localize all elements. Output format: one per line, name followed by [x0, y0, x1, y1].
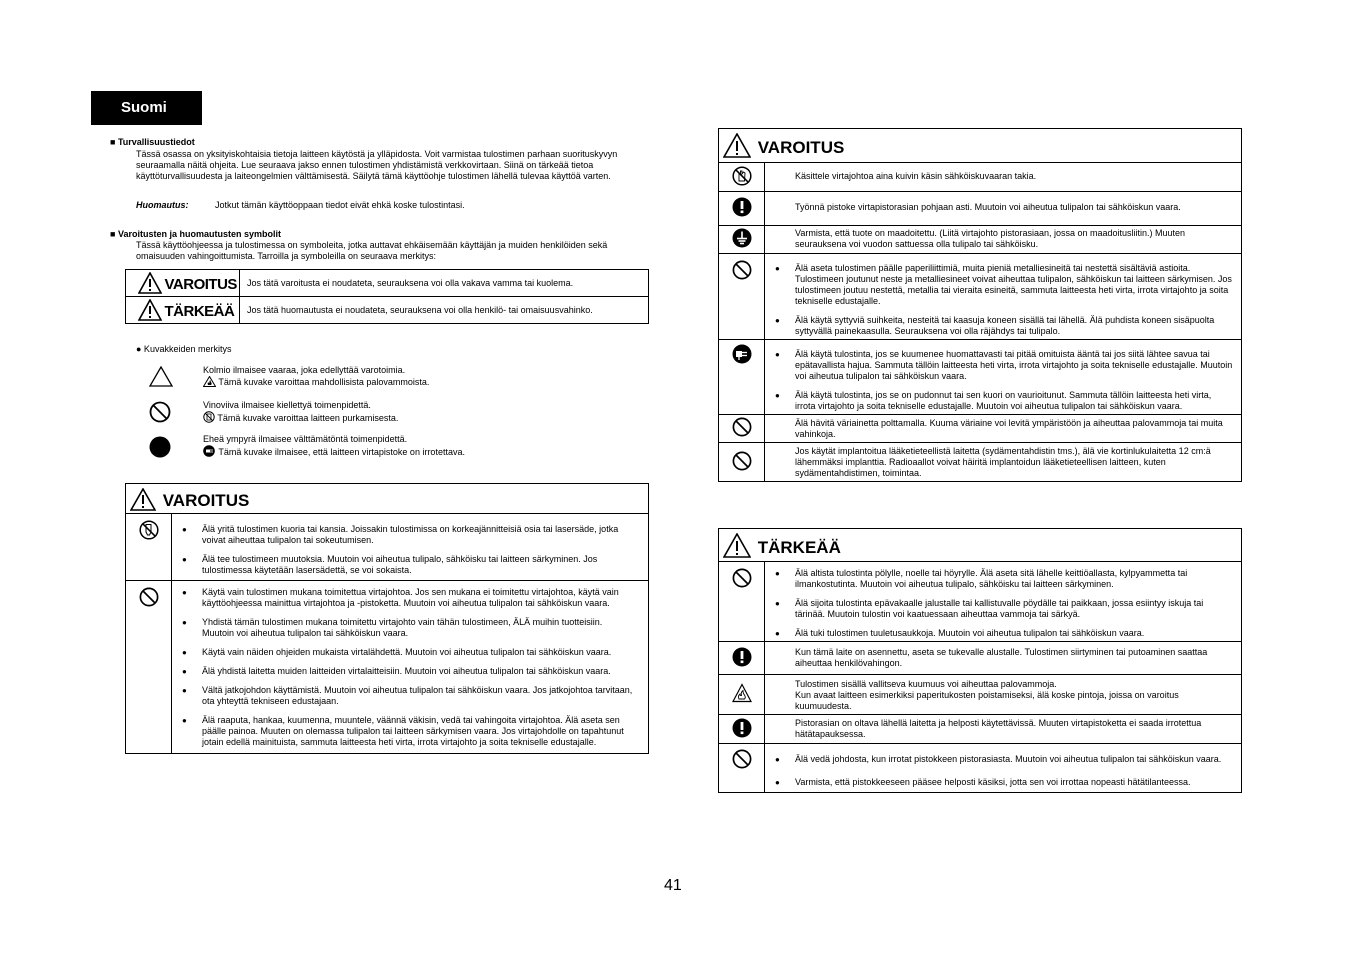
pictogram-text-1: Kolmio ilmaisee vaaraa, joka edellyttää varotoimia. Tämä kuvake varoittaa mahdollisista palovammoista.	[203, 365, 430, 387]
legend-row-warning	[126, 270, 649, 297]
symbols-heading: ■ Varoitusten ja huomautusten symbolit	[110, 229, 281, 239]
legend-caution-label: TÄRKEÄÄ	[126, 297, 240, 324]
note-label: Huomautus:	[136, 200, 189, 210]
pictogram-text-2: Vinoviiva ilmaisee kiellettyä toimenpidettä. Tämä kuvake varoittaa laitteen purkamisesta.	[203, 400, 399, 423]
list-item: ● Älä raaputa, hankaa, kuumenna, muuntele, väännä väkisin, vedä tai vahingoita virtajohtoa. Älä aseta sen päälle painoa. Muuten on olemassa tulipalon tai laitteen särkymisen vaara. Jos virtajohdolle on tapahtunut jotain edellä mainituista, sammuta laitteesta heti virta, irrota virtajohto ja soita tekniselle edustajalle.	[180, 715, 636, 748]
list-item: ● Käytä vain tulostimen mukana toimitettua virtajohtoa. Jos sen mukana ei toimitettu virtajohtoa, käytä vain käyttöohjeessa mainittua virtajohtoa ja -pistoketta. Muutoin voi aiheutua tulipalon tai sähköiskun vaara.	[180, 587, 636, 609]
list-item: ● Älä tee tulostimeen muutoksia. Muutoin voi aiheutua tulipalo, sähköisku tai laitteen särkyminen. Jos tulostimessa käytetään lasersädettä, se voi sokaista.	[180, 554, 636, 576]
list-item: ● Älä tuki tulostimen tuuletusaukkoja. Muutoin voi aiheutua tulipalon tai sähköiskun vaara.	[773, 628, 1233, 639]
note-text: Jotkut tämän käyttöoppaan tiedot eivät ehkä koske tulostintasi.	[215, 200, 465, 210]
triangle-icon	[149, 366, 173, 387]
list-item: ● Yhdistä tämän tulostimen mukana toimitettu virtajohto vain tähän tulostimeen, ÄLÄ muihin tuotteisiin. Muutoin voi aiheutua tulipalon tai sähköiskun vaara.	[180, 617, 636, 639]
right-warning-title: VAROITUS	[757, 138, 845, 157]
no-disassembly-small-icon	[203, 411, 215, 423]
list-item: ● Älä yhdistä laitetta muiden laitteiden virtalaitteisiin. Muutoin voi aiheutua tulipalon tai sähköiskun vaara.	[180, 666, 636, 677]
page-number: 41	[664, 877, 682, 894]
mandatory-icon	[732, 197, 752, 217]
mandatory-icon	[732, 718, 752, 738]
legend-warning-label: VAROITUS	[126, 270, 240, 297]
pictogram-heading: ● Kuvakkeiden merkitys	[136, 344, 232, 354]
prohibition-icon	[149, 401, 171, 423]
safety-body: Tässä osassa on yksityiskohtaisia tietoja laitteen käytöstä ja ylläpidosta. Voit varmistaa tulostimen parhaan suorituskyvyn seuraamalla näitä ohjeita. Lue seuraava jakso ennen tulostimen yhdistämistä verkkovirtaan. Siinä on tärkeää tietoa käyttöturvallisuudesta ja laiteongelmien välttämisestä. Säilytä tämä käyttöohje tulostimen lähellä tulevaa käyttöä varten.	[136, 149, 618, 181]
hot-surface-icon	[732, 683, 752, 703]
table-row	[126, 581, 649, 754]
prohibition-icon	[732, 568, 752, 588]
no-disassembly-icon	[139, 520, 159, 540]
mandatory-icon	[732, 647, 752, 667]
ground-icon	[732, 228, 752, 248]
table-row	[719, 340, 1242, 415]
table-row	[719, 443, 1242, 482]
unplug-small-icon	[203, 445, 216, 457]
right-warning-header	[719, 129, 1242, 163]
section-tag: Suomi	[91, 91, 202, 125]
warning-triangle-icon	[723, 533, 751, 558]
list-item: ● Vältä jatkojohdon käyttämistä. Muutoin voi aiheutua tulipalon tai sähköiskun vaara. Jos jatkojohtoa tarvitaan, ota yhteyttä tekniseen edustajaan.	[180, 685, 636, 707]
right-caution-title: TÄRKEÄÄ	[757, 538, 841, 557]
table-row	[719, 415, 1242, 443]
warning-triangle-icon	[138, 299, 162, 321]
prohibition-icon	[139, 587, 159, 607]
left-warning-table	[125, 483, 649, 754]
hot-surface-small-icon	[203, 376, 216, 387]
table-row	[719, 675, 1242, 715]
right-warning-text-1: Käsittele virtajohtoa aina kuivin käsin sähköiskuvaaran takia.	[765, 163, 1242, 192]
filled-circle-icon	[149, 436, 171, 458]
table-row	[719, 715, 1242, 744]
list-item: ● Käytä vain näiden ohjeiden mukaista virtalähdettä. Muutoin voi aiheutua tulipalon tai sähköiskun vaara.	[180, 647, 636, 658]
right-caution-text-3: Tulostimen sisällä vallitseva kuumuus voi aiheuttaa palovammoja. Kun avaat laitteen esimerkiksi paperitukosten poistamiseksi, älä koske pintoja, joissa on varoitus kuumuudesta.	[765, 675, 1242, 715]
table-row	[126, 514, 649, 581]
table-row	[719, 192, 1242, 226]
right-warning-text-6: Älä hävitä väriainetta polttamalla. Kuuma väriaine voi levitä ympäristöön ja aiheuttaa palovammoja tai muita vahinkoja.	[765, 415, 1242, 443]
legend-warning-text: Jos tätä varoitusta ei noudateta, seurauksena voi olla vakava vamma tai kuolema.	[240, 270, 649, 297]
list-item: ● Älä käytä tulostinta, jos se on pudonnut tai sen kuori on vaurioitunut. Sammuta tällöin laitteesta heti virta, irrota virtajohto ja soita tekniselle edustajalle. Muutoin voi aiheutua tulipalon tai sähköiskun vaara.	[773, 390, 1233, 412]
warning-triangle-icon	[723, 133, 751, 158]
table-row	[719, 226, 1242, 254]
table-row	[719, 163, 1242, 192]
prohibition-icon	[732, 417, 752, 437]
table-row	[719, 744, 1242, 793]
list-item: ● Älä käytä syttyviä suihkeita, nesteitä tai kaasuja koneen sisällä tai lähellä. Älä puhdista koneen sisäpuolta syttyvällä painekaasulla. Seurauksena voi olla räjähdys tai tulipalo.	[773, 315, 1233, 337]
symbols-body: Tässä käyttöohjeessa ja tulostimessa on symboleita, jotka auttavat ehkäisemään käyttäjän ja muiden henkilöiden sekä omaisuuden vahingoittumista. Tarroilla ja symboleilla on seuraava merkitys:	[136, 240, 608, 261]
right-warning-text-3: Varmista, että tuote on maadoitettu. (Liitä virtajohto pistorasiaan, jossa on maadoitusliitin.) Muuten seurauksena voi vuodon sattuessa olla tulipalo tai sähköisku.	[765, 226, 1242, 254]
list-item: ● Älä altista tulostinta pölylle, noelle tai höyrylle. Älä aseta sitä lähelle keittiöallasta, kylpyammetta tai ilmankostutinta. Muutoin voi aiheutua tulipalo, sähköisku tai laitteen särkyminen.	[773, 568, 1233, 590]
list-item: ● Älä yritä tulostimen kuoria tai kansia. Joissakin tulostimissa on korkeajännitteisiä osia tai lasersäde, jotka voivat aiheuttaa tulipalon tai sokeutumisen.	[180, 524, 636, 546]
prohibition-icon	[732, 260, 752, 280]
legend-row-caution	[126, 297, 649, 324]
list-item: ● Älä vedä johdosta, kun irrotat pistokkeen pistorasiasta. Muutoin voi aiheutua tulipalon tai sähköiskun vaara.	[773, 754, 1233, 765]
left-warning-header	[126, 484, 649, 514]
right-caution-table	[718, 528, 1242, 793]
table-row	[719, 254, 1242, 340]
prohibition-icon	[732, 451, 752, 471]
list-item: ● Varmista, että pistokkeeseen pääsee helposti käsiksi, jotta sen voi irrottaa nopeasti hätätilanteessa.	[773, 777, 1233, 788]
list-item: ● Älä sijoita tulostinta epävakaalle jalustalle tai kallistuvalle pöydälle tai paikkaan, jossa esiintyy iskuja tai tärinää. Muutoin tulostin voi kaatuessaan aiheuttaa vammoja tai särkyä.	[773, 598, 1233, 620]
table-row	[719, 562, 1242, 642]
list-item: ● Älä käytä tulostinta, jos se kuumenee huomattavasti tai pitää omituista ääntä tai jos siitä lähtee savua tai epätavallista hajua. Sammuta tällöin laitteesta heti virta, irrota virtajohto ja soita tekniselle edustajalle. Muutoin voi aiheutua tulipalon tai sähköiskun vaara.	[773, 349, 1233, 382]
legend-caution-text: Jos tätä huomautusta ei noudateta, seurauksena voi olla henkilö- tai omaisuusvahinko.	[240, 297, 649, 324]
legend-table	[125, 269, 649, 324]
right-caution-header	[719, 529, 1242, 562]
right-warning-table	[718, 128, 1242, 482]
pictogram-text-3: Eheä ympyrä ilmaisee välttämätöntä toimenpidettä. Tämä kuvake ilmaisee, että laitteen virtapistoke on irrotettava.	[203, 434, 465, 457]
left-warning-title: VAROITUS	[162, 491, 250, 510]
list-item: ● Älä aseta tulostimen päälle paperiliittimiä, muita pieniä metalliesineitä tai nestettä sisältäviä astioita. Tulostimeen joutunut neste ja metalliesineet voivat aiheuttaa tulipalon, sähköiskun tai laitteen särkymisen. Jos tulostimeen joutuu nestettä, metallia tai vieraita esineitä, sammuta laitteesta heti virta, irrota virtajohto ja soita tekniselle edustajalle.	[773, 263, 1233, 307]
warning-triangle-icon	[138, 272, 162, 294]
right-caution-text-2: Kun tämä laite on asennettu, aseta se tukevalle alustalle. Tulostimen siirtyminen tai putoaminen saattaa aiheuttaa henkilövahingon.	[765, 642, 1242, 675]
right-warning-text-2: Työnnä pistoke virtapistorasian pohjaan asti. Muutoin voi aiheutua tulipalon tai sähköiskun vaara.	[765, 192, 1242, 226]
no-wet-hands-icon	[732, 166, 752, 186]
unplug-icon	[732, 344, 752, 364]
safety-heading: ■ Turvallisuustiedot	[110, 137, 195, 147]
right-caution-text-4: Pistorasian on oltava lähellä laitetta ja helposti käytettävissä. Muuten virtapistoketta ei saada irrotettua hätätapauksessa.	[765, 715, 1242, 744]
table-row	[719, 642, 1242, 675]
prohibition-icon	[732, 749, 752, 769]
warning-triangle-icon	[130, 488, 156, 511]
right-warning-text-7: Jos käytät implantoitua lääketieteellistä laitetta (sydämentahdistin tms.), älä vie kortinlukulaitetta 12 cm:ä lähemmäksi implanttia. Radioaallot voivat häiritä implantoidun lääketieteellisen laitteen, kuten sydämentahdistimen, toimintaa.	[765, 443, 1242, 482]
